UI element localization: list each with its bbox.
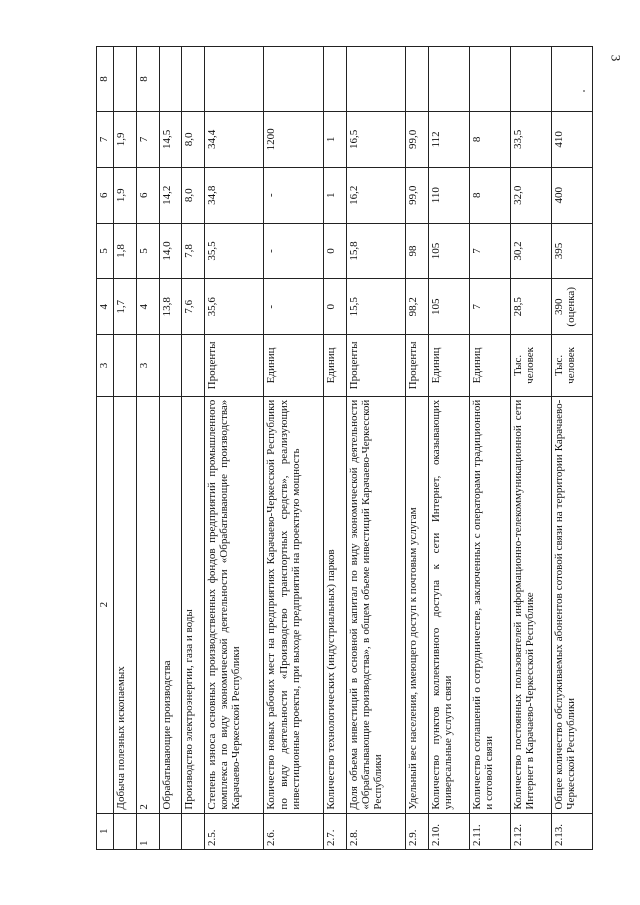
- cell-unit: 3: [136, 335, 159, 397]
- cell-name: Обрабатывающие производства: [159, 396, 182, 813]
- cell-v5: 7,8: [182, 223, 205, 279]
- cell-num: 2.13.: [551, 813, 592, 849]
- cell-v5: 7: [469, 223, 510, 279]
- cell-unit: [159, 335, 182, 397]
- cell-v5: -: [264, 223, 323, 279]
- cell-v6: 110: [428, 167, 469, 223]
- cell-num: 2.9.: [405, 813, 428, 849]
- header-cell: 2: [97, 396, 114, 813]
- cell-v7: 34,4: [205, 112, 264, 168]
- table-row: [405, 47, 428, 850]
- cell-num: 2.12.: [510, 813, 551, 849]
- cell-v8: [205, 47, 264, 112]
- cell-v7: 1: [323, 112, 346, 168]
- table-row: [510, 47, 551, 850]
- cell-unit: Единиц: [323, 335, 346, 397]
- cell-v8: [510, 47, 551, 112]
- cell-unit: Проценты: [346, 335, 405, 397]
- cell-name: 2: [136, 396, 159, 813]
- cell-v6: 32,0: [510, 167, 551, 223]
- header-cell: 8: [97, 47, 114, 112]
- cell-name: Количество технологических (индустриальных) парков: [323, 396, 346, 813]
- cell-v4: 105: [428, 279, 469, 335]
- cell-num: 2.7.: [323, 813, 346, 849]
- cell-unit: [182, 335, 205, 397]
- cell-v5: 14,0: [159, 223, 182, 279]
- table-row: [264, 47, 323, 850]
- cell-name: Степень износа основных производственных фондов предприятий промышленного комплекса по виду экономической деятельности «Обрабатывающие производства» Карачаево-Черкесской Республики: [205, 396, 264, 813]
- header-cell: 5: [97, 223, 114, 279]
- cell-unit: Проценты: [405, 335, 428, 397]
- cell-name: Производство электроэнергии, газа и воды: [182, 396, 205, 813]
- cell-name: Количество пунктов коллективного доступа к сети Интернет, оказывающих универсальные услуги связи: [428, 396, 469, 813]
- cell-v6: -: [264, 167, 323, 223]
- cell-v4: 1,7: [114, 279, 137, 335]
- cell-v8: [346, 47, 405, 112]
- table-row: [551, 47, 592, 850]
- cell-v8: [428, 47, 469, 112]
- cell-v7: 8: [469, 112, 510, 168]
- table-row: [469, 47, 510, 850]
- cell-v4: 7,6: [182, 279, 205, 335]
- header-cell: 6: [97, 167, 114, 223]
- cell-v5: 15,8: [346, 223, 405, 279]
- cell-v6: 400: [551, 167, 592, 223]
- cell-v5: 5: [136, 223, 159, 279]
- header-cell: 3: [97, 335, 114, 397]
- cell-v5: 105: [428, 223, 469, 279]
- cell-unit: Единиц: [264, 335, 323, 397]
- cell-v7: 112: [428, 112, 469, 168]
- cell-v5: 0: [323, 223, 346, 279]
- cell-v6: 34,8: [205, 167, 264, 223]
- cell-v7: 1200: [264, 112, 323, 168]
- cell-num: 2.11.: [469, 813, 510, 849]
- cell-v6: 99,0: [405, 167, 428, 223]
- cell-v5: 1,8: [114, 223, 137, 279]
- cell-v6: 8: [469, 167, 510, 223]
- table-row: [182, 47, 205, 850]
- cell-name: Доля объема инвестиций в основной капитал по виду экономической деятельности «Обрабатывающие производства», в общем объеме инвестиций Карачаево-Черкесской Республики: [346, 396, 405, 813]
- cell-v6: 8,0: [182, 167, 205, 223]
- cell-v4: 35,6: [205, 279, 264, 335]
- cell-v7: 14,5: [159, 112, 182, 168]
- table-row: [114, 47, 137, 850]
- cell-v6: 1: [323, 167, 346, 223]
- cell-v8: [114, 47, 137, 112]
- cell-num: [114, 813, 137, 849]
- cell-v4: 7: [469, 279, 510, 335]
- cell-v7: 410: [551, 112, 592, 168]
- cell-unit: Единиц: [428, 335, 469, 397]
- cell-unit: [114, 335, 137, 397]
- cell-v8: [551, 47, 592, 112]
- cell-v4: 98,2: [405, 279, 428, 335]
- header-cell: 1: [97, 813, 114, 849]
- table-row: [136, 47, 159, 850]
- cell-v7: 33,5: [510, 112, 551, 168]
- cell-v7: 8,0: [182, 112, 205, 168]
- table-row: [428, 47, 469, 850]
- header-cell: 7: [97, 112, 114, 168]
- cell-unit: Проценты: [205, 335, 264, 397]
- cell-name: Удельный вес населения, имеющего доступ к почтовым услугам: [405, 396, 428, 813]
- cell-v4: 28,5: [510, 279, 551, 335]
- cell-v5: 30,2: [510, 223, 551, 279]
- table-row: [323, 47, 346, 850]
- cell-v5: 98: [405, 223, 428, 279]
- cell-v4: 390 (оценка): [551, 279, 592, 335]
- cell-num: [182, 813, 205, 849]
- cell-name: Количество соглашений о сотрудничестве, заключенных с операторами традиционной и сотовой связи: [469, 396, 510, 813]
- header-cell: 4: [97, 279, 114, 335]
- cell-v5: 395: [551, 223, 592, 279]
- cell-v6: 1,9: [114, 167, 137, 223]
- cell-v4: 4: [136, 279, 159, 335]
- cell-v4: -: [264, 279, 323, 335]
- cell-unit: Тыс. человек: [551, 335, 592, 397]
- page-number: 3: [608, 54, 624, 62]
- rotated-table-sheet: [96, 46, 593, 850]
- cell-v4: 15,5: [346, 279, 405, 335]
- indicators-table: [96, 46, 593, 850]
- cell-num: 2.6.: [264, 813, 323, 849]
- cell-unit: Тыс. человек: [510, 335, 551, 397]
- cell-name: Добыча полезных ископаемых: [114, 396, 137, 813]
- cell-v7: 99,0: [405, 112, 428, 168]
- cell-unit: Единиц: [469, 335, 510, 397]
- cell-name: Количество новых рабочих мест на предприятиях Карачаево-Черкесской Республики по виду деятельности «Производство транспортных средств», реализующих инвестиционные проекты, при выходе предприятий на проектную мощность: [264, 396, 323, 813]
- cell-num: 2.8.: [346, 813, 405, 849]
- cell-name: Общее количество обслуживаемых абонентов сотовой связи на территории Карачаево-Черкесской Республики: [551, 396, 592, 813]
- cell-v8: [159, 47, 182, 112]
- cell-num: [159, 813, 182, 849]
- cell-v7: 16,5: [346, 112, 405, 168]
- cell-v6: 6: [136, 167, 159, 223]
- table-row: [346, 47, 405, 850]
- cell-num: 2.10.: [428, 813, 469, 849]
- header-row: [97, 47, 114, 850]
- cell-v8: [469, 47, 510, 112]
- cell-num: 1: [136, 813, 159, 849]
- cell-v5: 35,5: [205, 223, 264, 279]
- cell-v8: [182, 47, 205, 112]
- cell-v6: 16,2: [346, 167, 405, 223]
- cell-v4: 13,8: [159, 279, 182, 335]
- cell-name: Количество постоянных пользователей информационно-телекоммуникационной сети Интернет в Карачаево-Черкесской Республике: [510, 396, 551, 813]
- cell-v7: 7: [136, 112, 159, 168]
- table-row: [205, 47, 264, 850]
- cell-v8: 8: [136, 47, 159, 112]
- cell-num: 2.5.: [205, 813, 264, 849]
- cell-v8: [405, 47, 428, 112]
- cell-v6: 14,2: [159, 167, 182, 223]
- table-row: [159, 47, 182, 850]
- cell-v8: [323, 47, 346, 112]
- cell-v7: 1,9: [114, 112, 137, 168]
- cell-v4: 0: [323, 279, 346, 335]
- cell-v8: [264, 47, 323, 112]
